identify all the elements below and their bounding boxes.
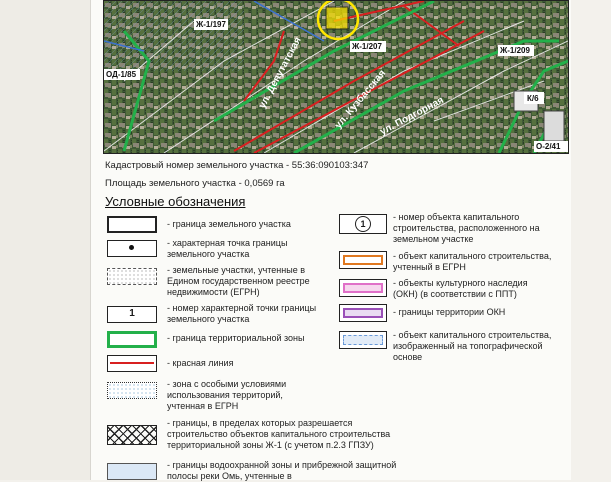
legend-label-parcel-border: - граница земельного участка xyxy=(167,219,327,230)
zone-tag-od1-85 xyxy=(104,69,140,80)
legend-symbol-special-zone xyxy=(107,382,157,399)
legend-symbol-red-line xyxy=(107,355,157,372)
legend-symbol-zone-border xyxy=(107,331,157,348)
legend-label-red-line: - красная линия xyxy=(167,358,327,369)
document-sheet xyxy=(90,0,571,480)
svg-text:ОД-1/85: ОД-1/85 xyxy=(106,70,137,79)
legend-label-object-number: - номер объекта капитального строительства, расположенного на земельном участке xyxy=(393,212,553,245)
svg-text:Ж-1/207: Ж-1/207 xyxy=(352,42,382,51)
page-margin xyxy=(0,0,90,480)
zone-tag-k6 xyxy=(524,92,544,104)
legend-symbol-point-number: 1 xyxy=(107,306,157,323)
legend-symbol-object-egrn xyxy=(339,251,387,269)
legend-symbol-object-topo xyxy=(339,331,387,349)
zone-tag-zh1-207 xyxy=(350,41,386,52)
street-label-kuzbasskaya: ул. Кузбасская xyxy=(332,68,389,131)
street-label-deputatskaya: ул. Депутатская xyxy=(256,35,304,111)
legend-label-parcel-point: - характерная точка границы земельного участка xyxy=(167,238,327,260)
legend-label-zone-border: - граница территориальной зоны xyxy=(167,333,327,344)
legend-label-okn-territory: - границы территории ОКН xyxy=(393,307,553,318)
cadastral-number: Кадастровый номер земельного участка - 55:36:090103:347 xyxy=(105,160,369,171)
legend-symbol-okn xyxy=(339,279,387,297)
object-topo-fill xyxy=(343,335,383,345)
legend-label-object-egrn: - объект капитального строительства, учтенный в ЕГРН xyxy=(393,251,553,273)
svg-text:Ж-1/209: Ж-1/209 xyxy=(500,46,530,55)
svg-text:О-2/41: О-2/41 xyxy=(536,142,561,151)
zone-tag-zh1-209 xyxy=(498,45,534,56)
legend-symbol-build-area xyxy=(107,425,157,445)
legend-symbol-egrn-parcels xyxy=(107,268,157,285)
legend-label-okn: - объекты культурного наследия (ОКН) (в соответствии с ППТ) xyxy=(393,278,553,300)
cadastral-map xyxy=(103,0,569,154)
red-line-stroke xyxy=(110,362,154,364)
legend-title: Условные обозначения xyxy=(105,194,246,209)
legend-label-object-topo: - объект капитального строительства, изображенный на топографической основе xyxy=(393,330,553,363)
legend-symbol-parcel-point xyxy=(107,240,157,257)
legend-label-egrn-parcels: - земельные участки, учтенные в Едином государственном реестре недвижимости (ЕГРН) xyxy=(167,265,317,298)
object-number-circle-icon: 1 xyxy=(355,216,371,232)
svg-text:К/6: К/6 xyxy=(527,94,539,103)
point-dot-icon xyxy=(129,245,134,250)
legend-symbol-object-number xyxy=(339,214,387,234)
object-egrn-outline xyxy=(343,255,383,265)
legend-symbol-okn-territory xyxy=(339,304,387,322)
zone-tag-zh1-197 xyxy=(194,19,228,30)
okn-fill xyxy=(343,283,383,293)
svg-text:Ж-1/197: Ж-1/197 xyxy=(196,20,226,29)
okn-territory-fill xyxy=(343,308,383,318)
street-label-podgornaya: ул. Подгорная xyxy=(378,94,446,138)
legend-label-special-zone: - зона с особыми условиями использования территорий, учтенная в ЕГРН xyxy=(167,379,317,412)
legend-symbol-parcel-border xyxy=(107,216,157,233)
legend-label-point-number: - номер характерной точки границы земельного участка xyxy=(167,303,327,325)
legend-label-build-area: - границы, в пределах которых разрешается строительство объектов капитального строительства территориальной зоны Ж-1 (с учетом п.2.3 ГПЗУ) xyxy=(167,418,407,451)
legend-symbol-water-zone xyxy=(107,463,157,480)
map-canvas xyxy=(104,1,568,153)
zone-tag-o2-41 xyxy=(534,141,568,152)
parcel-area: Площадь земельного участка - 0,0569 га xyxy=(105,178,285,189)
legend-label-water-zone: - границы водоохранной зоны и прибрежной защитной полосы реки Омь, учтенные в xyxy=(167,460,407,482)
